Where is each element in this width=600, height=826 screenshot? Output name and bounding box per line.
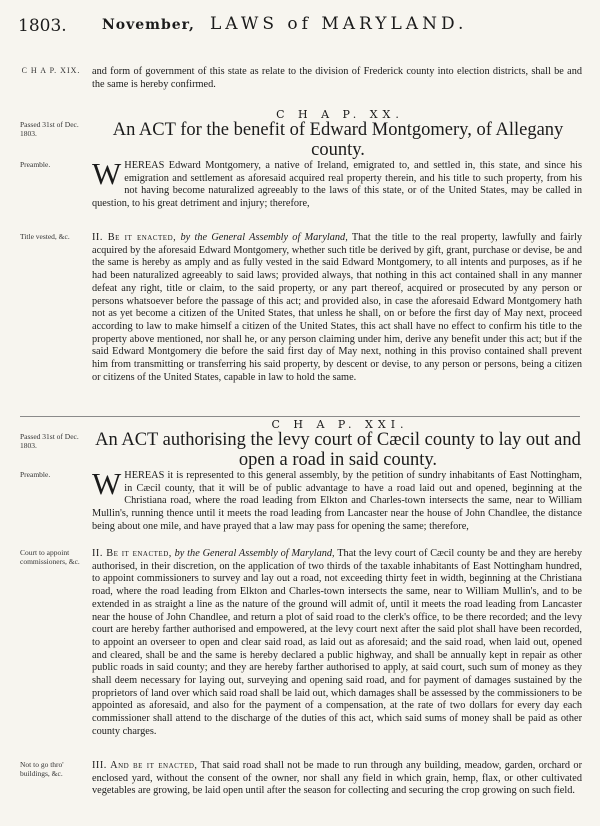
chap21-section3 — [92, 760, 582, 798]
chap20-preamble — [92, 156, 582, 211]
assembly-clause: by the General Assembly of Maryland, — [174, 548, 335, 559]
enacting-clause: II. Be it enacted, — [92, 232, 177, 243]
chap21-section2-text: That the levy court of Cæcil county be and they are hereby authorised, in their discretion, on the application of two thirds of the taxable inhabitants of East Nottingham hundred, to appoint commissioners to survey and lay out a road, not exceeding thirty feet in width, beginning at the Christiana road, where the road leading from Elkton and Charles-town intersects the same, near to William Mullin's, and to be extended in as straight a line as the nature of the ground will admit of, until it meets the road leading from Lancaster near the house of John Chandlee, and return a plot of said road to the clerk's office, to be there recorded; and the levy court are hereby farther authorised and empowered, at the levy court next after the said plot shall have been recorded, to appoint an overseer to open and clear said road, as laid out as aforesaid; and the said road, when laid out, opened and cleared, shall be and the same is hereby declared a public highway, and shall be annually kept in repair as other public roads in said county; and they are hereby farther authorised to apply, at said court, such sum of money as they shall deem necessary for laying out, surveying and opening said road, and for payment of damages sustained by the proprietors of land over which said road shall be laid out, which damages shall be assessed by the commissioners to be appointed as aforesaid, and also for the payment of a compensation, at the rate of two dollars for every day each commissioner shall attend to the discharge of the duties of this act, which said sums of money shall be paid as other county charges. — [92, 548, 582, 737]
header-month: November, — [102, 17, 195, 33]
drop-cap: W — [92, 156, 122, 191]
chap21-preamble-text: HEREAS it is represented to this general assembly, by the petition of sundry inhabitants of East Nottingham, in Cæcil county, that it will be of public advantage to have a road laid out and opened, beginning at the Christiana road, where the road leading from Elkton and Charles-town intersects the same, near to William Mullin's, running thence until it meets the road leading from Lancaster near the house of John Chandlee, the distance being about one mile, and have prayed that a law may pass for opening the same; therefore, — [92, 470, 582, 532]
header-year: 1803. — [18, 16, 67, 36]
chap21-section2-label: Court to appoint commissioners, &c. — [20, 548, 80, 566]
chap20-preamble-text: HEREAS Edward Montgomery, a native of Ireland, emigrated to, and settled in, this state, and since his emigration and settlement as aforesaid acquired real property therein, and his title to such property, from his not having become naturalized agreeably to the laws of this state, or of the United States, may be called in question, to his great detriment and injury; therefore, — [92, 160, 582, 210]
chap21-preamble — [92, 466, 582, 534]
enacting-clause: II. Be it enacted, — [92, 548, 172, 559]
assembly-clause: by the General Assembly of Maryland, — [180, 232, 348, 243]
header-title: LAWS of MARYLAND. — [210, 14, 468, 34]
chap21-section3-label: Not to go thro' buildings, &c. — [20, 760, 64, 778]
section-divider — [20, 416, 580, 417]
chap20-preamble-label: Preamble. — [20, 160, 51, 169]
enacting-clause: III. And be it enacted, — [92, 760, 198, 771]
running-header — [10, 8, 590, 40]
chap21-preamble-label: Preamble. — [20, 470, 51, 479]
chap20-section2-label: Title vested, &c. — [20, 232, 70, 241]
chap21-section2 — [92, 548, 582, 739]
chap21-title: An ACT authorising the levy court of Cæcil county to lay out and open a road in said county. — [95, 430, 581, 470]
chap19-tail: and form of government of this state as relate to the division of Frederick county into election districts, shall be and the same is hereby confirmed. — [92, 66, 582, 90]
chap20-section2-text: That the title to the real property, lawfully and fairly acquired by the aforesaid Edward Montgomery, whether such title be derived by gift, grant, purchase or devise, be and the same is hereby as amply and as fully vested in the said Edward Montgomery, to all intents and purposes, as if he had been naturalized agreeably to said laws; provided always, that nothing in this act contained shall in any manner defeat any right, title or claim, to the said property, or any part thereof, acquired or prosecuted by any person or persons whatsoever before the passage of this act; and provided also, in case the aforesaid Edward Montgomery hath not as yet become a citizen of the United States, that unless he shall, on or before the first day of May next, proceed according to law to make himself a citizen of the United States, this act shall have no effect to confirm his title to the property above mentioned, nor shall he, or any person claiming under him, derive any benefit under this act; but if the said Edward Montgomery die before the said first day of May next, nothing in this proviso contained shall prevent him from transmitting or transferring his said property, by descent or devise, to any person or persons, being a citizen or citizens of the United States, capable in law to hold the same. — [92, 232, 583, 383]
chap20-section2 — [92, 232, 582, 384]
chap20-title: An ACT for the benefit of Edward Montgomery, of Allegany county. — [112, 120, 564, 160]
chap20-heading: C H A P. XX. — [276, 108, 404, 121]
chap21-heading: C H A P. XXI. — [271, 418, 409, 431]
chap19-margin: C H A P. XIX. — [21, 66, 81, 75]
drop-cap: W — [92, 466, 122, 501]
chap21-section3-text: That said road shall not be made to run through any building, meadow, garden, orchard or enclosed yard, without the consent of the owner, nor shall any field in which grain, hemp, flax, or other cultivated vegetables are growing, be laid open until after the season for collecting and securing the crop growing on such field. — [92, 760, 582, 797]
chap20-passed: Passed 31st of Dec. 1803. — [20, 120, 79, 138]
chap21-passed: Passed 31st of Dec. 1803. — [20, 432, 79, 450]
